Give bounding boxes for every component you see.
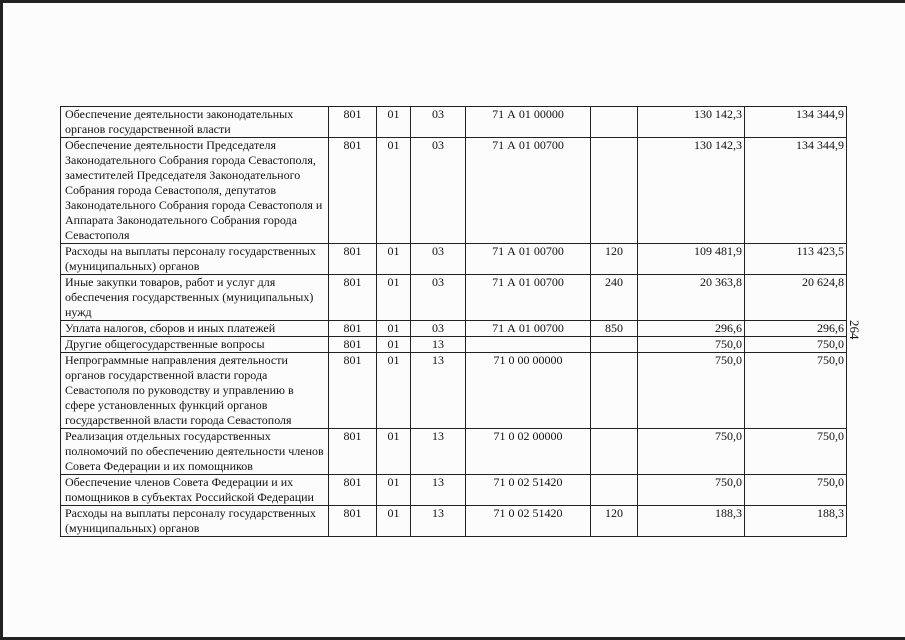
row-description: Иные закупки товаров, работ и услуг для обеспечения государственных (муниципальных) нужд <box>61 275 329 321</box>
table-row <box>61 138 847 244</box>
page-number: 264 <box>847 320 862 340</box>
row-target-article: 71 0 00 00000 <box>466 353 591 429</box>
row-description: Уплата налогов, сборов и иных платежей <box>61 321 329 337</box>
row-amount-year-2: 134 344,9 <box>745 138 847 244</box>
scan-border-left <box>0 0 3 640</box>
table-row <box>61 337 847 353</box>
row-subsection-code: 03 <box>411 275 466 321</box>
row-amount-year-1: 296,6 <box>638 321 745 337</box>
row-subsection-code: 13 <box>411 337 466 353</box>
row-description: Другие общегосударственные вопросы <box>61 337 329 353</box>
table-row <box>61 321 847 337</box>
row-target-article: 71 А 01 00000 <box>466 107 591 138</box>
row-expense-type <box>591 337 638 353</box>
budget-table <box>60 106 847 537</box>
row-dept-code: 801 <box>329 337 377 353</box>
row-subsection-code: 13 <box>411 429 466 475</box>
row-subsection-code: 13 <box>411 353 466 429</box>
row-target-article: 71 0 02 51420 <box>466 475 591 506</box>
row-expense-type <box>591 353 638 429</box>
row-amount-year-2: 134 344,9 <box>745 107 847 138</box>
row-amount-year-2: 750,0 <box>745 353 847 429</box>
row-subsection-code: 03 <box>411 138 466 244</box>
row-section-code: 01 <box>377 275 411 321</box>
row-section-code: 01 <box>377 506 411 537</box>
table-row <box>61 107 847 138</box>
row-amount-year-2: 750,0 <box>745 475 847 506</box>
row-amount-year-2: 750,0 <box>745 337 847 353</box>
table-row <box>61 244 847 275</box>
table-row <box>61 475 847 506</box>
row-expense-type <box>591 475 638 506</box>
table-row <box>61 506 847 537</box>
row-amount-year-2: 188,3 <box>745 506 847 537</box>
row-expense-type <box>591 138 638 244</box>
row-subsection-code: 13 <box>411 506 466 537</box>
row-description: Реализация отдельных государственных полномочий по обеспечению деятельности членов Совета Федерации и их помощников <box>61 429 329 475</box>
row-section-code: 01 <box>377 475 411 506</box>
row-description: Обеспечение деятельности Председателя Законодательного Собрания города Севастополя, заместителей Председателя Законодательного Собрания города Севастополя, депутатов Законодательного Собрания города Севастополя и Аппарата Законодательного Собрания города Севастополя <box>61 138 329 244</box>
row-amount-year-1: 750,0 <box>638 475 745 506</box>
row-section-code: 01 <box>377 138 411 244</box>
row-amount-year-2: 296,6 <box>745 321 847 337</box>
row-target-article: 71 А 01 00700 <box>466 321 591 337</box>
row-dept-code: 801 <box>329 275 377 321</box>
row-section-code: 01 <box>377 321 411 337</box>
row-target-article: 71 0 02 51420 <box>466 506 591 537</box>
row-amount-year-1: 750,0 <box>638 429 745 475</box>
row-dept-code: 801 <box>329 138 377 244</box>
row-dept-code: 801 <box>329 429 377 475</box>
row-amount-year-1: 750,0 <box>638 337 745 353</box>
row-amount-year-1: 20 363,8 <box>638 275 745 321</box>
row-subsection-code: 03 <box>411 244 466 275</box>
row-section-code: 01 <box>377 244 411 275</box>
row-description: Расходы на выплаты персоналу государственных (муниципальных) органов <box>61 506 329 537</box>
row-amount-year-1: 750,0 <box>638 353 745 429</box>
row-dept-code: 801 <box>329 107 377 138</box>
row-section-code: 01 <box>377 353 411 429</box>
row-description: Расходы на выплаты персоналу государственных (муниципальных) органов <box>61 244 329 275</box>
table-row <box>61 275 847 321</box>
row-dept-code: 801 <box>329 244 377 275</box>
row-amount-year-2: 750,0 <box>745 429 847 475</box>
row-target-article: 71 0 02 00000 <box>466 429 591 475</box>
row-target-article: 71 А 01 00700 <box>466 275 591 321</box>
row-description: Обеспечение деятельности законодательных органов государственной власти <box>61 107 329 138</box>
row-section-code: 01 <box>377 337 411 353</box>
row-dept-code: 801 <box>329 353 377 429</box>
row-expense-type: 120 <box>591 244 638 275</box>
row-amount-year-1: 130 142,3 <box>638 107 745 138</box>
scan-border-top <box>0 0 905 3</box>
row-expense-type: 850 <box>591 321 638 337</box>
row-amount-year-1: 109 481,9 <box>638 244 745 275</box>
row-amount-year-1: 188,3 <box>638 506 745 537</box>
row-expense-type: 120 <box>591 506 638 537</box>
row-section-code: 01 <box>377 429 411 475</box>
row-target-article: 71 А 01 00700 <box>466 138 591 244</box>
row-description: Непрограммные направления деятельности органов государственной власти города Севастополя по руководству и управлению в сфере установленных функций органов государственной власти города Севастополя <box>61 353 329 429</box>
row-section-code: 01 <box>377 107 411 138</box>
row-expense-type: 240 <box>591 275 638 321</box>
row-expense-type <box>591 429 638 475</box>
row-description: Обеспечение членов Совета Федерации и их помощников в субъектах Российской Федерации <box>61 475 329 506</box>
table-row <box>61 429 847 475</box>
row-amount-year-2: 113 423,5 <box>745 244 847 275</box>
row-amount-year-2: 20 624,8 <box>745 275 847 321</box>
row-target-article: 71 А 01 00700 <box>466 244 591 275</box>
row-subsection-code: 03 <box>411 107 466 138</box>
row-amount-year-1: 130 142,3 <box>638 138 745 244</box>
row-dept-code: 801 <box>329 321 377 337</box>
row-target-article <box>466 337 591 353</box>
row-subsection-code: 03 <box>411 321 466 337</box>
row-dept-code: 801 <box>329 475 377 506</box>
row-subsection-code: 13 <box>411 475 466 506</box>
table-row <box>61 353 847 429</box>
row-expense-type <box>591 107 638 138</box>
row-dept-code: 801 <box>329 506 377 537</box>
